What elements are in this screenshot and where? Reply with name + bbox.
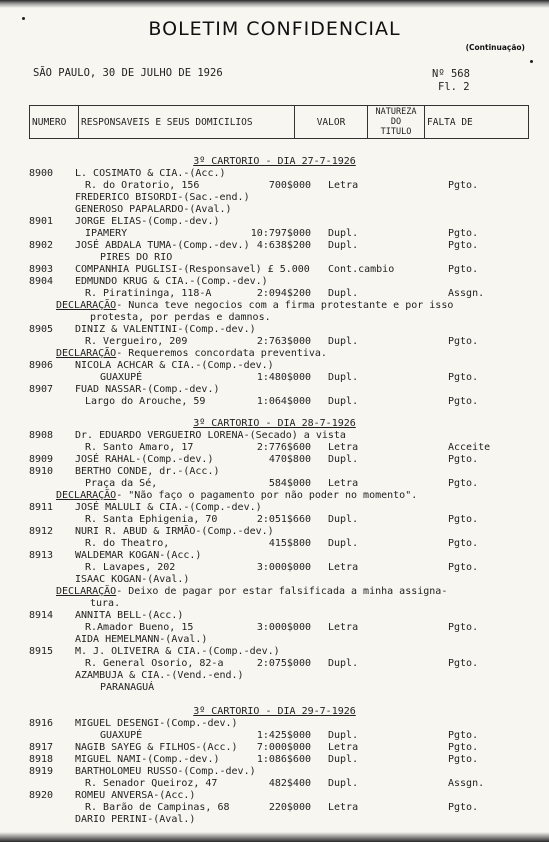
entry-fault: Pgto. bbox=[448, 396, 479, 407]
entry-text: Praça da Sé, bbox=[85, 478, 158, 489]
entry-text: NURI R. ABUD & IRMÃO-(Comp.-dev.) bbox=[75, 526, 274, 537]
entry-value: 2:075$000 bbox=[256, 658, 311, 669]
entry-value: 415$800 bbox=[268, 538, 311, 549]
entry-line bbox=[0, 372, 549, 384]
declaration-continuation: tura. bbox=[90, 598, 121, 609]
entry-line bbox=[0, 454, 549, 466]
col-numero: NUMERO bbox=[30, 106, 79, 139]
page-bottom-edge bbox=[0, 832, 549, 842]
entry-value: 2:051$660 bbox=[256, 514, 311, 525]
entry-text: NICOLA ACHCAR & CIA.-(Comp.-dev.) bbox=[75, 360, 274, 371]
entry-fault: Pgto. bbox=[448, 240, 479, 251]
entry-fault: Pgto. bbox=[448, 336, 479, 347]
entry-text: R. Vergueiro, 209 bbox=[85, 336, 188, 347]
entry-text: IPAMERY bbox=[85, 228, 128, 239]
entry-text: ISAAC KOGAN-(Aval.) bbox=[75, 574, 190, 585]
entry-value: 2:763$000 bbox=[256, 336, 311, 347]
entry-fault: Pgto. bbox=[448, 514, 479, 525]
entry-line bbox=[0, 622, 549, 634]
entry-line bbox=[0, 550, 549, 562]
entry-line bbox=[0, 430, 549, 442]
entry-fault: Pgto. bbox=[448, 802, 479, 813]
entry-text: ROMEU ANVERSA-(Acc.) bbox=[75, 790, 196, 801]
entry-value: 3:000$000 bbox=[256, 622, 311, 633]
entry-line bbox=[0, 336, 549, 348]
entry-line bbox=[0, 276, 549, 288]
col-responsaveis: RESPONSAVEIS E SEUS DOMICILIOS bbox=[79, 106, 295, 139]
entry-title-type: Dupl. bbox=[328, 336, 359, 347]
entry-line bbox=[0, 396, 549, 408]
entry-title-type: Dupl. bbox=[328, 658, 359, 669]
entry-fault: Pgto. bbox=[448, 228, 479, 239]
entry-text: R. Barão de Campinas, 68 bbox=[85, 802, 230, 813]
entry-title-type: Letra bbox=[328, 742, 359, 753]
place-date: SÃO PAULO, 30 DE JULHO DE 1926 bbox=[33, 67, 223, 79]
declaration-label: DECLARAÇÃO bbox=[56, 586, 117, 597]
entry-fault: Pgto. bbox=[448, 754, 479, 765]
entry-title-type: Dupl. bbox=[328, 228, 359, 239]
section-heading: 3º CARTORIO - DIA 29-7-1926 bbox=[193, 706, 356, 717]
entry-value: 1:086$600 bbox=[256, 754, 311, 765]
entry-line bbox=[0, 538, 549, 550]
entry-text: JOSÉ ABDALA TUMA-(Comp.-dev.) bbox=[75, 240, 250, 251]
col-natureza-line1: NATUREZA bbox=[375, 107, 417, 117]
entry-line bbox=[0, 802, 549, 814]
entry-line bbox=[0, 730, 549, 742]
entry-title-type: Letra bbox=[328, 478, 359, 489]
entry-number: 8901 bbox=[29, 216, 54, 227]
entry-fault: Assgn. bbox=[448, 778, 485, 789]
entry-line bbox=[0, 562, 549, 574]
entry-title-type: Cont.cambio bbox=[328, 264, 395, 275]
entry-text: JOSÉ RAHAL-(Comp.-dev.) bbox=[75, 454, 214, 465]
document-title: BOLETIM CONFIDENCIAL bbox=[148, 18, 401, 40]
declaration-text: - "Não faço o pagamento por não poder no momento". bbox=[116, 490, 418, 501]
entry-fault: Pgto. bbox=[448, 264, 479, 275]
entry-title-type: Letra bbox=[328, 180, 359, 191]
declaration-note bbox=[56, 490, 417, 502]
col-valor: VALOR bbox=[295, 106, 368, 139]
entry-fault: Pgto. bbox=[448, 454, 479, 465]
entry-text: M. J. OLIVEIRA & CIA.-(Comp.-dev.) bbox=[75, 646, 280, 657]
entry-text: DARIO PERINI-(Aval.) bbox=[75, 814, 196, 825]
entry-number: 8915 bbox=[29, 646, 54, 657]
entry-text: GUAXUPÉ bbox=[100, 372, 143, 383]
entry-text: R. Piratininga, 118-A bbox=[85, 288, 212, 299]
col-falta: FALTA DE bbox=[425, 106, 529, 139]
entry-title-type: Letra bbox=[328, 442, 359, 453]
entry-value: 470$800 bbox=[268, 454, 311, 465]
entry-line bbox=[0, 324, 549, 336]
entry-line bbox=[0, 192, 549, 204]
entry-text: GENEROSO PAPALARDO-(Aval.) bbox=[75, 204, 232, 215]
entry-line bbox=[0, 682, 549, 694]
entry-number: 8918 bbox=[29, 754, 54, 765]
declaration-first-line bbox=[56, 348, 327, 360]
entry-text: EDMUNDO KRUG & CIA.-(Comp.-dev.) bbox=[75, 276, 268, 287]
entry-line bbox=[0, 526, 549, 538]
entry-text: COMPANHIA PUGLISI-(Responsavel) £ 5.000 bbox=[75, 264, 310, 275]
entry-number: 8912 bbox=[29, 526, 54, 537]
entry-line bbox=[0, 502, 549, 514]
section-heading: 3º CARTORIO - DIA 28-7-1926 bbox=[193, 418, 356, 429]
entry-text: Largo do Arouche, 59 bbox=[85, 396, 206, 407]
entry-number: 8920 bbox=[29, 790, 54, 801]
entry-fault: Assgn. bbox=[448, 288, 485, 299]
declaration-continuation: protesta, por perdas e damnos. bbox=[90, 312, 271, 323]
entry-text: FREDERICO BISORDI-(Sac.-end.) bbox=[75, 192, 250, 203]
entry-text: DINIZ & VALENTINI-(Comp.-dev.) bbox=[75, 324, 256, 335]
entry-fault: Pgto. bbox=[448, 730, 479, 741]
entry-text: R. Santa Ephigenia, 70 bbox=[85, 514, 218, 525]
entry-text: BERTHO CONDE, dr.-(Acc.) bbox=[75, 466, 220, 477]
entry-line bbox=[0, 442, 549, 454]
entry-line bbox=[0, 204, 549, 216]
entry-fault: Pgto. bbox=[448, 622, 479, 633]
entry-line bbox=[0, 574, 549, 586]
entry-number: 8905 bbox=[29, 324, 54, 335]
entry-line bbox=[0, 790, 549, 802]
declaration-note bbox=[56, 586, 447, 610]
entry-title-type: Dupl. bbox=[328, 778, 359, 789]
entry-value: 584$000 bbox=[268, 478, 311, 489]
entry-line bbox=[0, 168, 549, 180]
col-natureza-line2: DO bbox=[390, 117, 402, 127]
entry-value: 10:797$000 bbox=[250, 228, 311, 239]
entry-line bbox=[0, 360, 549, 372]
entry-text: R. do Theatro, bbox=[85, 538, 170, 549]
entry-title-type: Letra bbox=[328, 562, 359, 573]
entry-number: 8907 bbox=[29, 384, 54, 395]
entry-fault: Pgto. bbox=[448, 478, 479, 489]
entry-title-type: Letra bbox=[328, 622, 359, 633]
entry-number: 8913 bbox=[29, 550, 54, 561]
declaration-first-line bbox=[56, 300, 453, 312]
entry-line bbox=[0, 466, 549, 478]
col-natureza-line3: TITULO bbox=[380, 127, 412, 137]
declaration-note bbox=[56, 348, 327, 360]
entry-fault: Pgto. bbox=[448, 658, 479, 669]
entry-text: Dr. EDUARDO VERGUEIRO LORENA-(Secado) a vista bbox=[75, 430, 346, 441]
entry-fault: Acceite bbox=[448, 442, 491, 453]
entry-line bbox=[0, 670, 549, 682]
entry-line bbox=[0, 180, 549, 192]
declaration-first-line bbox=[56, 490, 417, 502]
entry-line bbox=[0, 742, 549, 754]
entry-text: MIGUEL NAMI-(Comp.-dev.) bbox=[75, 754, 220, 765]
entry-title-type: Dupl. bbox=[328, 538, 359, 549]
declaration-label: DECLARAÇÃO bbox=[56, 348, 117, 359]
entry-number: 8919 bbox=[29, 766, 54, 777]
entry-value: 220$000 bbox=[268, 802, 311, 813]
entry-number: 8911 bbox=[29, 502, 54, 513]
page-top-edge bbox=[0, 0, 549, 8]
entry-fault: Pgto. bbox=[448, 372, 479, 383]
entry-text: PIRES DO RIO bbox=[100, 252, 173, 263]
entry-title-type: Dupl. bbox=[328, 240, 359, 251]
entry-text: R. General Osorio, 82-a bbox=[85, 658, 224, 669]
entry-line bbox=[0, 478, 549, 490]
ink-speck bbox=[530, 60, 533, 63]
entry-fault: Pgto. bbox=[448, 742, 479, 753]
entry-line bbox=[0, 514, 549, 526]
entry-line bbox=[0, 814, 549, 826]
entry-title-type: Letra bbox=[328, 802, 359, 813]
entry-line bbox=[0, 658, 549, 670]
entry-number: 8910 bbox=[29, 466, 54, 477]
column-header-table bbox=[29, 105, 529, 139]
entry-fault: Pgto. bbox=[448, 562, 479, 573]
entry-number: 8908 bbox=[29, 430, 54, 441]
entry-line bbox=[0, 240, 549, 252]
declaration-text: - Requeremos concordata preventiva. bbox=[116, 348, 327, 359]
entry-value: 2:094$200 bbox=[256, 288, 311, 299]
entry-line bbox=[0, 718, 549, 730]
entry-text: MIGUEL DESENGI-(Comp.-dev.) bbox=[75, 718, 238, 729]
entry-title-type: Dupl. bbox=[328, 288, 359, 299]
entry-line bbox=[0, 610, 549, 622]
entry-text: NAGIB SAYEG & FILHOS-(Acc.) bbox=[75, 742, 238, 753]
declaration-text: - Deixo de pagar por estar falsificada a minha assigna- bbox=[116, 586, 448, 597]
declaration-label: DECLARAÇÃO bbox=[56, 490, 117, 501]
entry-line bbox=[0, 634, 549, 646]
sheet-number: Fl. 2 bbox=[438, 81, 470, 93]
declaration-text: - Nunca teve negocios com a firma protestante e por isso bbox=[116, 300, 454, 311]
entry-line bbox=[0, 264, 549, 276]
entry-text: R. do Oratorio, 156 bbox=[85, 180, 200, 191]
entry-number: 8902 bbox=[29, 240, 54, 251]
entry-text: JOSÉ MALULI & CIA.-(Comp.-dev.) bbox=[75, 502, 262, 513]
entry-line bbox=[0, 228, 549, 240]
entry-line bbox=[0, 384, 549, 396]
entry-line bbox=[0, 778, 549, 790]
entry-text: GUAXUPÉ bbox=[100, 730, 143, 741]
entry-number: 8916 bbox=[29, 718, 54, 729]
entry-line bbox=[0, 288, 549, 300]
entry-text: WALDEMAR KOGAN-(Acc.) bbox=[75, 550, 202, 561]
entry-text: R. Santo Amaro, 17 bbox=[85, 442, 194, 453]
section-heading: 3º CARTORIO - DIA 27-7-1926 bbox=[193, 156, 356, 167]
entry-text: AIDA HEMELMANN-(Aval.) bbox=[75, 634, 208, 645]
entry-title-type: Dupl. bbox=[328, 754, 359, 765]
entry-number: 8906 bbox=[29, 360, 54, 371]
entry-text: PARANAGUÁ bbox=[100, 682, 155, 693]
entry-text: L. COSIMATO & CIA.-(Acc.) bbox=[75, 168, 226, 179]
entry-title-type: Dupl. bbox=[328, 730, 359, 741]
entry-value: 482$400 bbox=[268, 778, 311, 789]
entry-line bbox=[0, 754, 549, 766]
entry-title-type: Dupl. bbox=[328, 372, 359, 383]
continuation-note: (Continuação) bbox=[465, 43, 525, 52]
declaration-label: DECLARAÇÃO bbox=[56, 300, 117, 311]
declaration-first-line bbox=[56, 586, 447, 598]
entry-number: 8900 bbox=[29, 168, 54, 179]
entry-value: 1:480$000 bbox=[256, 372, 311, 383]
declaration-note bbox=[56, 300, 453, 324]
entry-title-type: Dupl. bbox=[328, 454, 359, 465]
entry-value: 4:638$200 bbox=[256, 240, 311, 251]
entry-text: R.Amador Bueno, 15 bbox=[85, 622, 194, 633]
entry-text: ANNITA BELL-(Acc.) bbox=[75, 610, 184, 621]
entry-text: JORGE ELIAS-(Comp.-dev.) bbox=[75, 216, 220, 227]
entry-text: AZAMBUJA & CIA.-(Vend.-end.) bbox=[75, 670, 244, 681]
entry-line bbox=[0, 216, 549, 228]
entry-title-type: Dupl. bbox=[328, 514, 359, 525]
entry-value: 1:425$000 bbox=[256, 730, 311, 741]
entry-number: 8917 bbox=[29, 742, 54, 753]
entry-title-type: Dupl. bbox=[328, 396, 359, 407]
entry-value: 2:776$600 bbox=[256, 442, 311, 453]
entry-value: 700$000 bbox=[268, 180, 311, 191]
entry-fault: Pgto. bbox=[448, 180, 479, 191]
entry-line bbox=[0, 252, 549, 264]
entry-number: 8909 bbox=[29, 454, 54, 465]
entry-number: 8903 bbox=[29, 264, 54, 275]
entry-value: 1:064$000 bbox=[256, 396, 311, 407]
entry-text: R. Senador Queiroz, 47 bbox=[85, 778, 218, 789]
entry-text: FUAD NASSAR-(Comp.-dev.) bbox=[75, 384, 220, 395]
col-natureza bbox=[368, 106, 425, 139]
entry-number: 8914 bbox=[29, 610, 54, 621]
entry-number: 8904 bbox=[29, 276, 54, 287]
entry-line bbox=[0, 766, 549, 778]
entry-line bbox=[0, 646, 549, 658]
entry-value: 3:000$000 bbox=[256, 562, 311, 573]
entry-text: BARTHOLOMEU RUSSO-(Comp.-dev.) bbox=[75, 766, 256, 777]
entry-fault: Pgto. bbox=[448, 538, 479, 549]
entry-text: R. Lavapes, 202 bbox=[85, 562, 176, 573]
bulletin-number: Nº 568 bbox=[432, 68, 470, 80]
entry-value: 7:000$000 bbox=[256, 742, 311, 753]
